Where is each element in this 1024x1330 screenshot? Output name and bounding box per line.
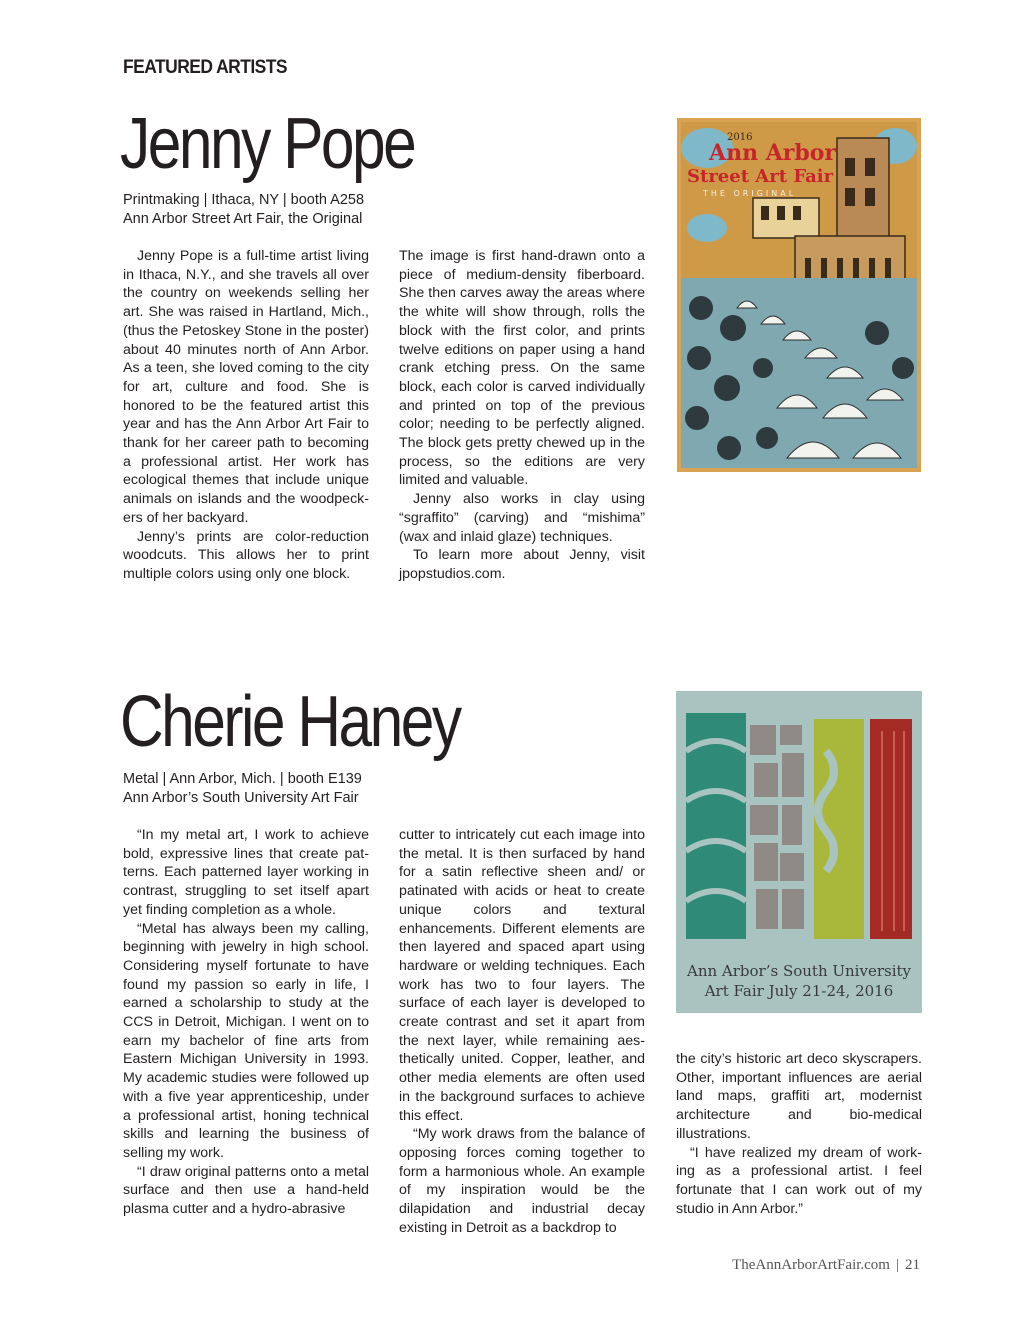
paragraph: To learn more about Jenny, visit jpopstudios.com. <box>399 547 645 582</box>
artist2-column2 <box>399 826 645 1237</box>
artist-name-cherie-haney: Cherie Haney <box>120 682 460 762</box>
paragraph: “Metal has always been my calling, beginning with jewelry in high school. Considering myself fortunate to have found my passion so early in life, I earned a scholarship to study at the CCS in Detroit, Michigan. I went on to earn my bachelor of fine arts from Eastern Michigan University in 1993. My academic studies were followed up with a five year apprenticeship, under a professional artist, honing technical skills and learning the business of selling my work. <box>123 920 369 1161</box>
poster-title-line3: THE ORIGINAL <box>703 189 797 198</box>
paragraph: “I have realized my dream of working as a professional artist. I feel fortunate that I can work out of my studio in Ann Arbor.” <box>676 1144 922 1217</box>
paragraph: “My work draws from the balance of opposing forces coming together to form a harmonious whole. An example of my inspiration would be the dilapidation and industrial decay existing in Detroit as a backdrop to <box>399 1126 645 1236</box>
artist-name-jenny-pope: Jenny Pope <box>120 104 415 184</box>
artist1-column1 <box>123 247 369 584</box>
page-footer <box>732 1257 920 1274</box>
artist2-meta <box>123 770 362 808</box>
paragraph: Jenny also works in clay using “sgraffito” (carving) and “mishima” (wax and inlaid glaze) techniques. <box>399 491 645 545</box>
paragraph: “I draw original patterns onto a metal surface and then use a hand-held plasma cutter and a hydro-abrasive <box>123 1163 369 1218</box>
street-art-fair-poster <box>677 118 921 472</box>
footer-site-link[interactable]: TheAnnArborArtFair.com <box>732 1257 890 1273</box>
poster-caption-line2: Art Fair July 21-24, 2016 <box>704 982 894 1000</box>
paragraph: The image is first hand-drawn onto a piece of medium-density fiberboard. She then carves away the areas where the white will show through, rolls the block with the first color, and prints twelve editions on paper using a hand crank etching press. On the same block, each color is carved individually and printed on top of the previous color; needing to be perfectly aligned. The block gets pretty chewed up in the process, so the editions are very limited and valuable. <box>399 248 645 489</box>
artist2-column1 <box>123 826 369 1219</box>
artist1-meta-line1: Printmaking | Ithaca, NY | booth A258 <box>123 192 365 208</box>
section-label: FEATURED ARTISTS <box>123 57 288 78</box>
paragraph: Jenny’s prints are color-reduction woodcuts. This allows her to print multiple colors using only one block. <box>123 528 369 582</box>
poster-title-line2: Street Art Fair <box>687 166 834 187</box>
footer-separator: | <box>895 1257 899 1273</box>
poster-caption-line1: Ann Arbor’s South University <box>686 962 912 980</box>
south-university-art-fair-poster <box>676 691 922 1013</box>
poster-year: 2016 <box>727 132 753 143</box>
paragraph: Jenny Pope is a full-time artist living in Ithaca, N.Y., and she travels all over the country on weekends selling her art. She was raised in Hartland, Mich., (thus the Petoskey Stone in the poster) about 40 minutes north of Ann Arbor. As a teen, she loved coming to the city for art, culture and food. She is honored to be the featured artist this year and has the Ann Arbor Art Fair to thank for her career path to becoming a professional artist. Her work has ecological themes that include unique animals on islands and the woodpeckers of her backyard. <box>123 248 369 526</box>
artist1-meta <box>123 191 364 229</box>
artist1-meta-line2: Ann Arbor Street Art Fair, the Original <box>123 211 363 227</box>
page-number: 21 <box>905 1257 920 1273</box>
paragraph: cutter to intricately cut each image into the metal. It is then surfaced by hand for a satin reflective sheen and/ or patinated with acids or heat to create unique colors and textural enhancements. Different elements are then layered and spaced apart using hardware or welding techniques. Each work has two to four layers. The surface of each layer is developed to create contrast and set it apart from the next layer, while remaining aesthetically united. Copper, leather, and other media elements are often used in the background surfaces to achieve this effect. <box>399 827 645 1124</box>
artist2-meta-line2: Ann Arbor’s South University Art Fair <box>123 790 359 806</box>
artist1-column2 <box>399 247 645 584</box>
artist2-meta-line1: Metal | Ann Arbor, Mich. | booth E139 <box>123 771 362 787</box>
artist2-column3 <box>676 1050 922 1218</box>
poster-title-line1: Ann Arbor <box>709 140 837 166</box>
paragraph: “In my metal art, I work to achieve bold, expressive lines that create patterns. Each patterned layer working in contrast, struggling to set itself apart yet finding completion as a whole. <box>123 827 369 918</box>
paragraph: the city’s historic art deco skyscrapers. Other, important influences are aerial land maps, graffiti art, modernist architecture and bio-medical illustrations. <box>676 1051 922 1142</box>
